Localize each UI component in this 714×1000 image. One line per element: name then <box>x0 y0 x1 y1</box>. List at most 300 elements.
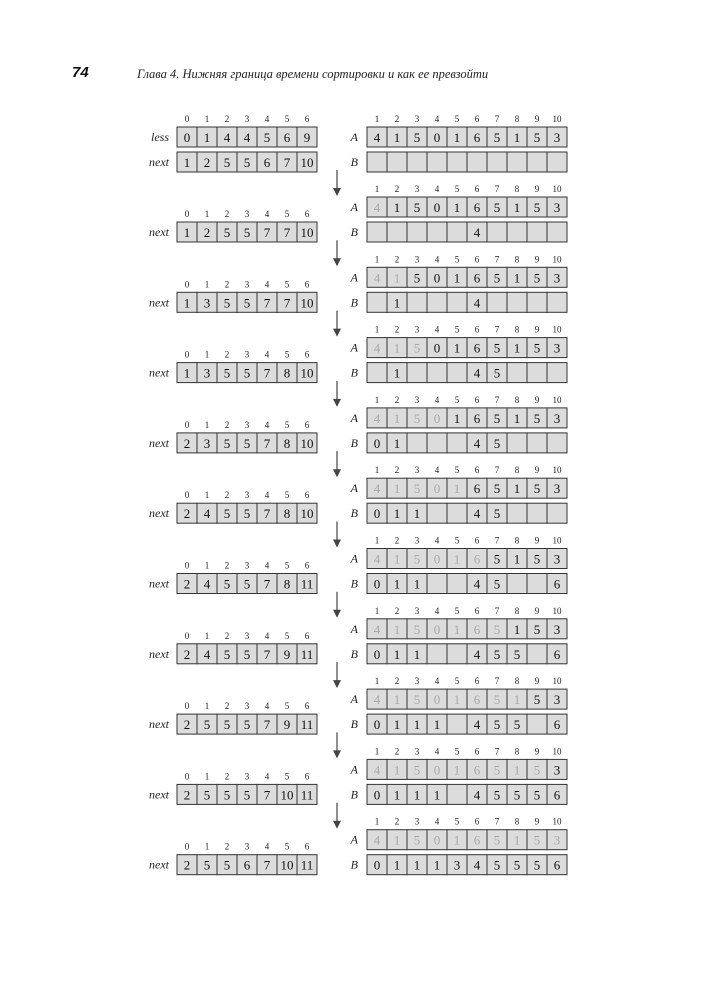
B-array-cell <box>547 222 567 242</box>
next-array-value: 7 <box>263 857 271 873</box>
A-index-label: 5 <box>454 324 460 335</box>
A-index-label: 2 <box>394 324 400 335</box>
next-index-label: 0 <box>184 490 190 501</box>
A-index-label: 8 <box>514 184 520 194</box>
next-index-label: 5 <box>284 490 290 501</box>
A-array-value: 6 <box>473 200 481 215</box>
A-index-label: 7 <box>494 324 500 335</box>
B-array-cell <box>407 363 427 383</box>
A-array-value: 1 <box>513 130 521 145</box>
A-array-value: 4 <box>373 200 381 215</box>
B-array-cell <box>407 292 427 312</box>
A-index-label: 3 <box>414 535 420 546</box>
A-index-label: 10 <box>552 465 562 476</box>
B-array-cell <box>427 292 447 312</box>
A-array-value: 4 <box>373 551 381 567</box>
A-index-label: 1 <box>374 324 380 335</box>
next-index-label: 5 <box>284 279 290 290</box>
next-array-value: 4 <box>203 576 211 592</box>
B-array-cell <box>487 292 507 312</box>
step-arrow-head <box>333 188 341 196</box>
next-array-value: 10 <box>300 295 314 311</box>
next-array-value: 11 <box>300 646 314 662</box>
A-array-value: 1 <box>453 692 461 708</box>
A-array-value: 1 <box>513 692 521 708</box>
next-index-label: 2 <box>224 841 230 852</box>
next-array-value: 11 <box>300 717 314 733</box>
A-index-label: 3 <box>414 114 420 124</box>
next-index-label: 2 <box>224 701 230 712</box>
B-array-value: 5 <box>533 857 541 873</box>
next-array-value: 8 <box>283 365 291 381</box>
next-array-value: 5 <box>223 295 231 311</box>
next-array-value: 1 <box>183 225 191 240</box>
next-index-label: 3 <box>244 771 250 782</box>
next-array-value: 5 <box>203 787 211 803</box>
A-index-label: 1 <box>374 394 380 405</box>
A-array-value: 5 <box>413 481 421 497</box>
A-array-value: 1 <box>453 270 461 286</box>
B-array-value: 4 <box>473 435 481 451</box>
B-array-value: 4 <box>473 646 481 662</box>
next-row-label: next <box>149 717 169 732</box>
A-array-value: 5 <box>493 270 501 286</box>
B-array-value: 5 <box>493 576 501 592</box>
A-array-value: 1 <box>513 762 521 778</box>
B-array-cell <box>427 222 447 242</box>
A-array-value: 5 <box>533 692 541 708</box>
next-index-label: 3 <box>244 630 250 641</box>
B-array-value: 5 <box>513 787 521 803</box>
B-array-value: 6 <box>553 646 561 662</box>
next-index-label: 4 <box>264 209 270 219</box>
A-array-value: 3 <box>553 762 561 778</box>
B-array-cell <box>507 433 527 453</box>
next-index-label: 6 <box>304 701 310 712</box>
A-array-value: 5 <box>413 130 421 145</box>
A-index-label: 3 <box>414 605 420 616</box>
B-array-cell <box>447 784 467 804</box>
next-array-value: 10 <box>280 787 294 803</box>
B-array-cell <box>527 152 547 172</box>
A-index-label: 7 <box>494 254 500 265</box>
B-array-cell <box>447 433 467 453</box>
next-array-value: 7 <box>263 225 271 240</box>
A-index-label: 7 <box>494 114 500 124</box>
A-index-label: 10 <box>552 605 562 616</box>
A-array-value: 4 <box>373 340 381 356</box>
next-array-value: 5 <box>243 435 251 451</box>
next-index-label: 6 <box>304 560 310 571</box>
A-index-label: 5 <box>454 114 460 124</box>
A-index-label: 2 <box>394 676 400 687</box>
next-index-label: 0 <box>184 630 190 641</box>
A-array-value: 6 <box>473 762 481 778</box>
B-array-cell <box>527 222 547 242</box>
A-array-value: 1 <box>393 200 401 215</box>
A-index-label: 6 <box>474 394 480 405</box>
B-array-value: 6 <box>553 576 561 592</box>
next-index-label: 0 <box>184 560 190 571</box>
A-index-label: 9 <box>534 184 540 194</box>
A-index-label: 4 <box>434 816 440 827</box>
A-index-label: 9 <box>534 676 540 687</box>
next-index-label: 5 <box>284 630 290 641</box>
A-array-value: 1 <box>513 832 521 848</box>
A-row-label: A <box>350 621 358 636</box>
B-array-cell <box>427 152 447 172</box>
A-array-value: 6 <box>473 270 481 286</box>
A-array-value: 5 <box>533 410 541 426</box>
B-array-cell <box>427 644 447 664</box>
B-array-cell <box>407 222 427 242</box>
A-array-value: 0 <box>433 200 441 215</box>
next-array-value: 2 <box>203 155 211 170</box>
B-array-value: 0 <box>373 787 381 803</box>
A-array-value: 6 <box>473 130 481 145</box>
next-row-label: next <box>149 576 169 591</box>
B-row-label: B <box>350 857 358 872</box>
A-array-value: 5 <box>413 832 421 848</box>
A-array-value: 5 <box>413 410 421 426</box>
next-array-value: 5 <box>243 646 251 662</box>
less-index-label: 0 <box>184 114 190 124</box>
A-index-label: 6 <box>474 254 480 265</box>
B-array-cell <box>387 222 407 242</box>
B-row-label: B <box>350 646 358 661</box>
B-array-cell <box>507 152 527 172</box>
B-array-value: 0 <box>373 717 381 733</box>
next-index-label: 0 <box>184 701 190 712</box>
step-arrow-head <box>333 258 341 266</box>
next-array-value: 2 <box>183 435 191 451</box>
next-index-label: 5 <box>284 841 290 852</box>
A-index-label: 9 <box>534 394 540 405</box>
B-array-cell <box>487 152 507 172</box>
A-index-label: 8 <box>514 394 520 405</box>
next-row-label: next <box>149 646 169 661</box>
next-index-label: 1 <box>204 349 210 360</box>
A-index-label: 9 <box>534 535 540 546</box>
B-array-value: 0 <box>373 506 381 522</box>
B-row-label: B <box>350 576 358 591</box>
A-index-label: 6 <box>474 816 480 827</box>
B-array-value: 1 <box>393 646 401 662</box>
B-array-cell <box>367 222 387 242</box>
A-index-label: 6 <box>474 605 480 616</box>
B-array-value: 1 <box>393 365 401 381</box>
next-index-label: 1 <box>204 701 210 712</box>
next-array-value: 2 <box>183 646 191 662</box>
next-array-value: 10 <box>300 365 314 381</box>
A-index-label: 7 <box>494 535 500 546</box>
next-array-value: 9 <box>283 717 291 733</box>
A-index-label: 4 <box>434 535 440 546</box>
B-array-value: 4 <box>473 787 481 803</box>
next-index-label: 3 <box>244 209 250 219</box>
A-array-value: 5 <box>413 200 421 215</box>
A-array-value: 6 <box>473 692 481 708</box>
next-index-label: 1 <box>204 279 210 290</box>
B-array-value: 5 <box>493 365 501 381</box>
A-index-label: 8 <box>514 324 520 335</box>
A-array-value: 1 <box>453 621 461 637</box>
A-array-value: 3 <box>553 832 561 848</box>
next-index-label: 2 <box>224 349 230 360</box>
A-array-value: 0 <box>433 270 441 286</box>
B-array-value: 1 <box>413 717 421 733</box>
next-array-value: 1 <box>183 295 191 311</box>
B-array-value: 0 <box>373 435 381 451</box>
less-row-label: less <box>151 130 169 144</box>
A-array-value: 0 <box>433 621 441 637</box>
next-row-label: next <box>149 365 169 380</box>
next-array-value: 2 <box>183 857 191 873</box>
A-row-label: A <box>350 551 358 566</box>
B-array-cell <box>527 363 547 383</box>
next-index-label: 1 <box>204 560 210 571</box>
B-array-cell <box>427 574 447 594</box>
A-index-label: 8 <box>514 535 520 546</box>
next-array-value: 5 <box>223 576 231 592</box>
B-array-cell <box>507 222 527 242</box>
A-index-label: 3 <box>414 746 420 757</box>
A-index-label: 8 <box>514 816 520 827</box>
next-array-value: 8 <box>283 576 291 592</box>
B-array-value: 5 <box>513 857 521 873</box>
A-index-label: 10 <box>552 324 562 335</box>
next-index-label: 0 <box>184 209 190 219</box>
A-array-value: 1 <box>393 551 401 567</box>
A-index-label: 1 <box>374 254 380 265</box>
A-index-label: 8 <box>514 605 520 616</box>
B-array-value: 1 <box>413 506 421 522</box>
A-array-value: 1 <box>453 551 461 567</box>
A-index-label: 3 <box>414 465 420 476</box>
next-array-value: 5 <box>223 506 231 522</box>
A-index-label: 10 <box>552 254 562 265</box>
less-array-value: 4 <box>223 130 231 145</box>
next-index-label: 6 <box>304 419 310 430</box>
A-array-value: 0 <box>433 762 441 778</box>
next-index-label: 4 <box>264 349 270 360</box>
A-index-label: 5 <box>454 746 460 757</box>
A-array-value: 1 <box>453 481 461 497</box>
next-row-label: next <box>149 435 169 450</box>
A-index-label: 8 <box>514 114 520 124</box>
A-array-value: 4 <box>373 410 381 426</box>
A-index-label: 10 <box>552 114 562 124</box>
less-array-value: 4 <box>243 130 251 145</box>
A-index-label: 5 <box>454 184 460 194</box>
next-index-label: 3 <box>244 279 250 290</box>
A-array-value: 3 <box>553 200 561 215</box>
next-array-value: 4 <box>203 506 211 522</box>
A-array-value: 0 <box>433 551 441 567</box>
next-index-label: 2 <box>224 279 230 290</box>
A-row-label: A <box>350 832 358 847</box>
A-index-label: 5 <box>454 394 460 405</box>
next-index-label: 4 <box>264 490 270 501</box>
A-index-label: 7 <box>494 465 500 476</box>
A-array-value: 5 <box>533 130 541 145</box>
next-array-value: 7 <box>263 295 271 311</box>
B-array-value: 4 <box>473 857 481 873</box>
next-array-value: 6 <box>243 857 251 873</box>
B-array-value: 1 <box>433 717 441 733</box>
chapter-title: Глава 4. Нижняя граница времени сортировки и как ее превзойти <box>137 67 489 81</box>
less-index-label: 6 <box>304 114 310 124</box>
A-array-value: 3 <box>553 481 561 497</box>
next-array-value: 1 <box>183 365 191 381</box>
A-array-value: 1 <box>513 481 521 497</box>
B-array-cell <box>447 363 467 383</box>
next-index-label: 1 <box>204 771 210 782</box>
A-array-value: 5 <box>413 551 421 567</box>
next-index-label: 1 <box>204 630 210 641</box>
B-array-value: 5 <box>513 717 521 733</box>
A-array-value: 4 <box>373 832 381 848</box>
next-array-value: 5 <box>243 365 251 381</box>
next-array-value: 5 <box>223 155 231 170</box>
next-array-value: 3 <box>203 365 211 381</box>
A-array-value: 5 <box>533 200 541 215</box>
A-index-label: 3 <box>414 324 420 335</box>
A-index-label: 8 <box>514 676 520 687</box>
A-array-value: 4 <box>373 270 381 286</box>
A-index-label: 2 <box>394 394 400 405</box>
less-index-label: 2 <box>224 114 230 124</box>
less-index-label: 3 <box>244 114 250 124</box>
A-index-label: 1 <box>374 535 380 546</box>
B-array-value: 4 <box>473 717 481 733</box>
next-index-label: 0 <box>184 279 190 290</box>
B-array-cell <box>547 503 567 523</box>
A-array-value: 5 <box>413 762 421 778</box>
B-array-value: 1 <box>393 857 401 873</box>
A-array-value: 3 <box>553 130 561 145</box>
next-index-label: 5 <box>284 560 290 571</box>
less-index-label: 4 <box>264 114 270 124</box>
A-array-value: 1 <box>393 832 401 848</box>
next-array-value: 5 <box>203 857 211 873</box>
next-array-value: 10 <box>300 225 314 240</box>
next-index-label: 5 <box>284 771 290 782</box>
A-index-label: 10 <box>552 394 562 405</box>
A-array-value: 1 <box>513 340 521 356</box>
B-array-value: 4 <box>473 576 481 592</box>
next-index-label: 2 <box>224 419 230 430</box>
next-index-label: 1 <box>204 490 210 501</box>
B-array-cell <box>527 433 547 453</box>
next-array-value: 5 <box>223 717 231 733</box>
next-array-value: 5 <box>243 717 251 733</box>
next-array-value: 10 <box>280 857 294 873</box>
B-array-value: 4 <box>473 365 481 381</box>
next-array-value: 7 <box>283 295 291 311</box>
next-row-label: next <box>149 506 169 521</box>
next-array-value: 5 <box>223 646 231 662</box>
less-index-label: 5 <box>284 114 290 124</box>
A-array-value: 3 <box>553 621 561 637</box>
A-index-label: 3 <box>414 394 420 405</box>
next-index-label: 4 <box>264 419 270 430</box>
A-index-label: 6 <box>474 465 480 476</box>
next-array-value: 7 <box>263 646 271 662</box>
next-index-label: 0 <box>184 771 190 782</box>
next-row-label: next <box>149 295 169 310</box>
A-index-label: 4 <box>434 394 440 405</box>
A-array-value: 5 <box>533 340 541 356</box>
A-array-value: 5 <box>533 621 541 637</box>
A-index-label: 1 <box>374 676 380 687</box>
next-array-value: 5 <box>223 435 231 451</box>
A-array-value: 1 <box>393 481 401 497</box>
next-index-label: 2 <box>224 630 230 641</box>
A-array-value: 5 <box>493 410 501 426</box>
A-index-label: 8 <box>514 746 520 757</box>
B-array-cell <box>367 152 387 172</box>
A-index-label: 9 <box>534 465 540 476</box>
next-array-value: 9 <box>283 646 291 662</box>
next-index-label: 6 <box>304 349 310 360</box>
A-array-value: 1 <box>393 410 401 426</box>
B-array-value: 5 <box>493 646 501 662</box>
A-array-value: 1 <box>393 130 401 145</box>
A-index-label: 4 <box>434 184 440 194</box>
next-index-label: 2 <box>224 490 230 501</box>
A-index-label: 9 <box>534 816 540 827</box>
B-array-cell <box>527 292 547 312</box>
next-array-value: 11 <box>300 787 314 803</box>
B-array-value: 1 <box>433 857 441 873</box>
next-index-label: 1 <box>204 209 210 219</box>
A-array-value: 1 <box>453 832 461 848</box>
next-array-value: 3 <box>203 295 211 311</box>
next-index-label: 2 <box>224 560 230 571</box>
A-index-label: 7 <box>494 746 500 757</box>
B-array-cell <box>447 574 467 594</box>
B-array-value: 5 <box>533 787 541 803</box>
A-index-label: 1 <box>374 465 380 476</box>
next-index-label: 5 <box>284 209 290 219</box>
B-row-label: B <box>350 225 358 239</box>
A-index-label: 5 <box>454 816 460 827</box>
B-array-cell <box>527 503 547 523</box>
B-row-label: B <box>350 506 358 521</box>
less-array-value: 1 <box>203 130 211 145</box>
next-array-value: 2 <box>183 787 191 803</box>
next-array-value: 10 <box>300 506 314 522</box>
A-array-value: 5 <box>493 200 501 215</box>
B-array-value: 4 <box>473 225 481 240</box>
next-array-value: 5 <box>243 576 251 592</box>
A-index-label: 8 <box>514 254 520 265</box>
A-array-value: 0 <box>433 340 441 356</box>
next-index-label: 0 <box>184 349 190 360</box>
B-array-value: 1 <box>433 787 441 803</box>
next-array-value: 11 <box>300 857 314 873</box>
B-array-cell <box>507 292 527 312</box>
A-array-value: 5 <box>533 481 541 497</box>
B-row-label: B <box>350 717 358 732</box>
next-array-value: 2 <box>183 717 191 733</box>
A-index-label: 10 <box>552 816 562 827</box>
B-array-cell <box>467 152 487 172</box>
A-array-value: 6 <box>473 410 481 426</box>
A-index-label: 4 <box>434 254 440 265</box>
A-array-value: 0 <box>433 692 441 708</box>
